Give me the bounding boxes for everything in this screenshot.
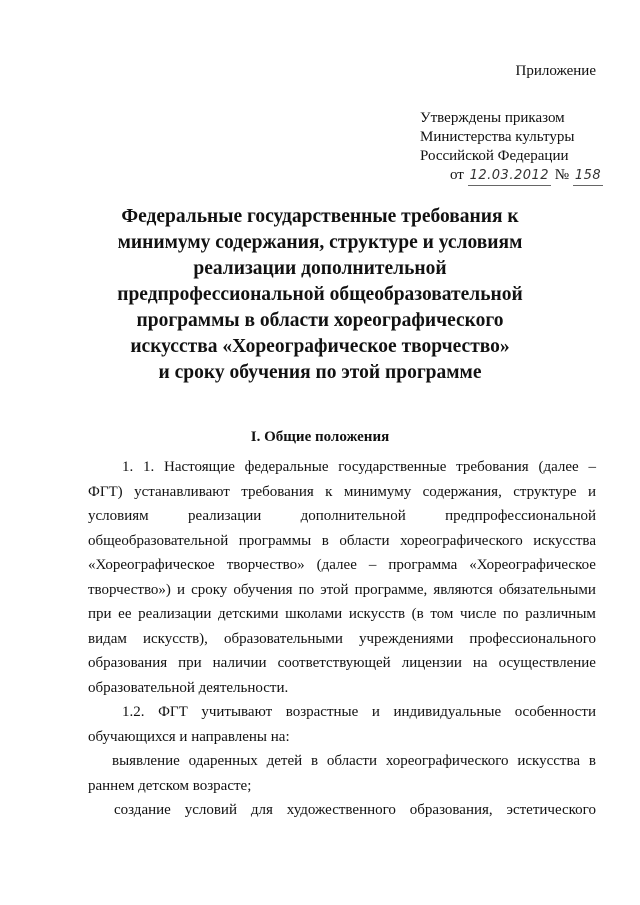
word: структуре xyxy=(513,483,577,500)
date-prefix: от xyxy=(450,167,464,183)
word: являются xyxy=(433,581,493,598)
text-line xyxy=(88,578,596,603)
order-line xyxy=(420,166,603,186)
word: реализации xyxy=(138,606,212,622)
word: особенности xyxy=(514,704,596,720)
word: при xyxy=(88,606,112,622)
approval-line: Министерства культуры xyxy=(420,129,575,145)
word: (далее xyxy=(538,459,579,475)
title-line: искусства «Хореографическое творчество» xyxy=(130,336,510,357)
title-line: программы в области хореографического xyxy=(136,310,504,331)
word: образовательными xyxy=(224,630,343,647)
word: к xyxy=(325,483,333,500)
word: индивидуальные xyxy=(393,704,502,720)
text-line xyxy=(88,553,596,578)
word: – xyxy=(368,557,377,573)
word: государственные xyxy=(338,459,447,475)
text-line xyxy=(88,504,596,529)
word: сроку xyxy=(191,581,228,598)
word: предпрофессиональной xyxy=(445,508,596,524)
word: ее xyxy=(118,606,132,622)
text-line xyxy=(88,700,596,725)
text-line: раннем детском возрасте; xyxy=(88,777,252,794)
text-line xyxy=(88,798,596,823)
word: содержания, xyxy=(422,483,502,500)
word: одаренных xyxy=(188,753,258,769)
word: в xyxy=(310,753,319,769)
word: образования xyxy=(88,655,168,671)
word: федеральные xyxy=(244,459,329,475)
word: том xyxy=(430,606,454,622)
body-text xyxy=(88,455,596,823)
word: хореографического xyxy=(385,753,509,769)
word: наличии xyxy=(212,655,267,671)
word: художественного xyxy=(286,802,396,818)
approval-block xyxy=(420,109,603,186)
word: «Хореографическое xyxy=(88,557,215,573)
word: и xyxy=(371,704,380,720)
section-heading: I. Общие положения xyxy=(250,429,390,445)
word: соответствующей xyxy=(277,655,391,671)
word: ФГТ) xyxy=(88,483,123,500)
word: творчество») xyxy=(88,581,171,598)
text-line xyxy=(88,749,596,774)
word: искусства xyxy=(517,753,580,769)
word: Настоящие xyxy=(164,459,235,475)
word: создание xyxy=(114,802,171,818)
word: 1. xyxy=(143,459,155,475)
number-sign: № xyxy=(554,167,570,183)
word: школами xyxy=(285,606,343,622)
handwritten-number: 158 xyxy=(573,166,603,186)
word: реализации xyxy=(187,508,262,524)
document-title xyxy=(80,204,560,386)
word: обучения xyxy=(233,581,293,598)
word: на xyxy=(472,655,488,671)
word: условиям xyxy=(88,508,149,524)
word: детей xyxy=(266,753,303,769)
word: по xyxy=(298,581,315,598)
text-line xyxy=(88,529,596,554)
word: осуществление xyxy=(498,655,596,671)
word: обязательными xyxy=(498,581,596,598)
word: видам xyxy=(88,630,127,647)
word: «Хореографическое xyxy=(469,557,596,573)
appendix-label: Приложение xyxy=(515,63,596,79)
word: программа xyxy=(388,557,458,573)
approval-line: Утверждены приказом xyxy=(420,110,565,126)
word: программы xyxy=(238,532,312,549)
word: возрастные xyxy=(285,704,359,720)
text-line xyxy=(88,627,596,652)
word: требования xyxy=(456,459,529,475)
word: (в xyxy=(411,606,424,622)
title-line: минимуму содержания, структуре и условиям xyxy=(117,232,523,253)
word: учреждениями xyxy=(359,630,454,647)
word: дополнительной xyxy=(300,508,406,524)
word: лицензии xyxy=(401,655,462,671)
handwritten-date: 12.03.2012 xyxy=(468,166,551,186)
word: искусств xyxy=(348,606,406,622)
title-line: предпрофессиональной общеобразовательной xyxy=(117,284,523,305)
word: по xyxy=(503,606,519,622)
word: творчество» xyxy=(226,557,305,573)
text-line xyxy=(88,651,596,676)
word: учитывают xyxy=(201,704,273,720)
text-line: образовательной деятельности. xyxy=(88,679,289,696)
word: – xyxy=(588,459,596,475)
title-line: и сроку обучения по этой программе xyxy=(158,362,482,383)
word: минимуму xyxy=(343,483,412,500)
word: профессионального xyxy=(469,630,596,647)
word: (далее xyxy=(316,557,357,573)
word: программе, xyxy=(354,581,428,598)
word: эстетического xyxy=(506,802,596,818)
word: в xyxy=(321,532,329,549)
word: области xyxy=(339,532,390,549)
word: числе xyxy=(460,606,497,622)
word: искусств), xyxy=(142,630,208,647)
word: 1. xyxy=(122,459,134,475)
word: различным xyxy=(525,606,596,622)
word: общеобразовательной xyxy=(88,532,229,549)
word: ФГТ xyxy=(158,704,188,720)
word: условий xyxy=(184,802,237,818)
word: и xyxy=(176,581,186,598)
word: искусства xyxy=(533,532,596,549)
text-line xyxy=(88,480,596,505)
word: при xyxy=(178,655,202,671)
word: 1.2. xyxy=(122,704,145,720)
word: этой xyxy=(320,581,349,598)
text-line: обучающихся и направлены на: xyxy=(88,728,290,745)
word: в xyxy=(588,753,596,769)
text-line xyxy=(88,455,596,480)
word: для xyxy=(250,802,273,818)
word: устанавливают xyxy=(134,483,230,500)
word: выявление xyxy=(112,753,180,769)
word: области xyxy=(326,753,377,769)
approval-line: Российской Федерации xyxy=(420,148,569,164)
word: требования xyxy=(241,483,314,500)
word: хореографического xyxy=(400,532,523,549)
word: детскими xyxy=(218,606,279,622)
word: и xyxy=(587,483,596,500)
word: образования, xyxy=(409,802,493,818)
title-line: реализации дополнительной xyxy=(193,258,447,279)
title-line: Федеральные государственные требования к xyxy=(121,206,519,227)
text-line xyxy=(88,602,596,627)
